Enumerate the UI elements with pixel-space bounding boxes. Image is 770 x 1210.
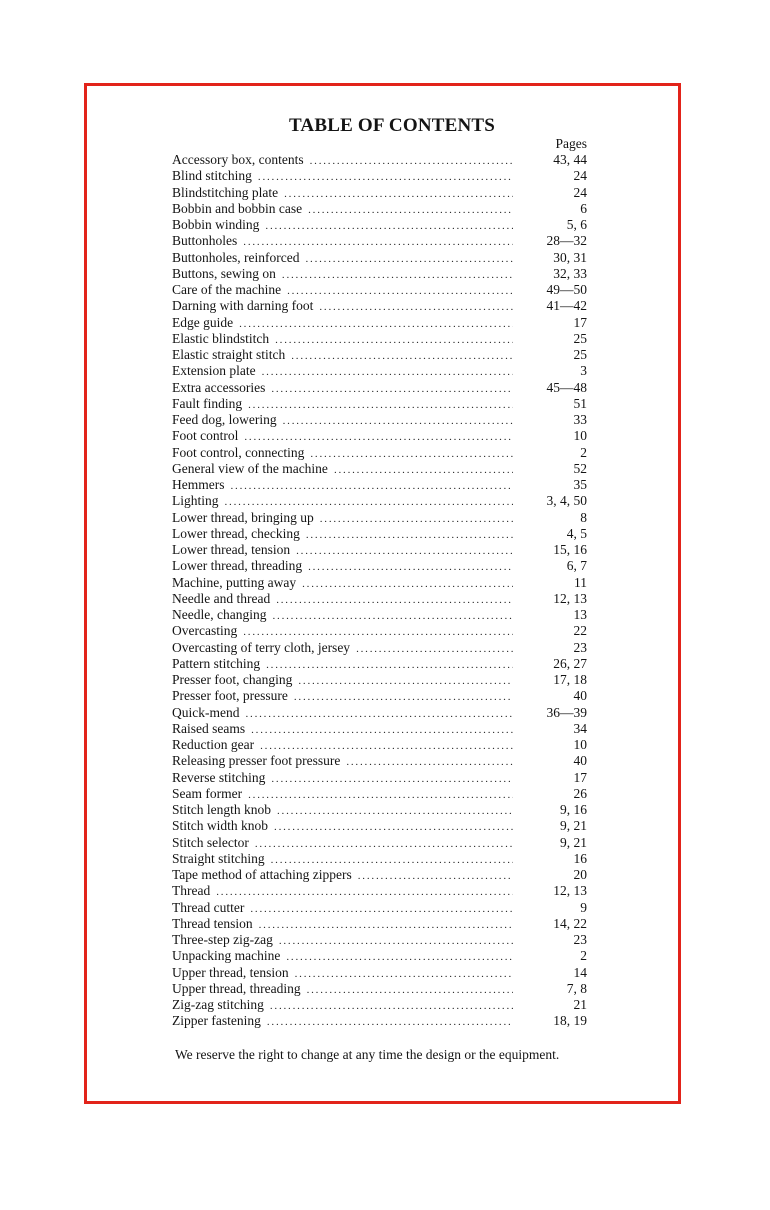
toc-entry-label: Feed dog, lowering [172,412,277,427]
dot-leader [334,462,513,478]
toc-entry-label: Extension plate [172,363,256,379]
toc-entry [172,526,587,542]
dot-leader [294,689,513,705]
dot-leader [259,917,513,933]
toc-entry-label: Lighting [172,493,219,509]
toc-entry-label: Lower thread, tension [172,542,291,557]
dot-leader [230,478,513,494]
dot-leader [291,348,513,364]
toc-entry [172,347,587,363]
dot-leader [271,381,513,397]
toc-entry-label: Machine, putting away [172,574,297,590]
toc-entry-label: Reverse stitching [172,769,266,785]
dot-leader [272,608,513,624]
toc-entry-pages: 9, 21 [560,834,587,850]
toc-entry-label: Extra accessories [172,379,266,395]
toc-entry-pages: 6, 7 [566,558,587,574]
toc-entry [172,705,587,721]
toc-entry [172,965,587,981]
toc-entry [172,672,587,688]
toc-list [172,152,587,1030]
toc-entry [172,445,587,461]
toc-entry-pages: 51 [573,395,587,411]
toc-entry-label: Blindstitching plate [172,184,279,200]
toc-entry-pages: 52 [573,460,587,476]
toc-entry-pages: 26 [573,785,587,801]
toc-entry [172,558,587,574]
toc-entry-label: Needle, changing [172,607,267,622]
toc-entry [172,623,587,639]
toc-entry-pages: 43, 44 [553,152,587,167]
toc-entry-label: Elastic blindstitch [172,330,270,346]
dot-leader [275,332,513,348]
dot-leader [287,283,513,299]
toc-entry [172,461,587,477]
toc-entry [172,282,587,298]
toc-entry-label: Care of the machine [172,282,282,297]
dot-leader [271,852,513,868]
dot-leader [225,494,514,510]
toc-entry-label: Lower thread, threading [172,558,303,574]
toc-entry-label: Lower thread, checking [172,525,300,541]
toc-entry-label: Three-step zig-zag [172,932,273,947]
dot-leader [239,316,513,332]
toc-entry-pages: 4, 5 [566,525,587,541]
toc-entry-label: Needle and thread [172,590,271,606]
dot-leader [310,153,513,169]
toc-entry-label: Straight stitching [172,850,265,866]
toc-entry [172,542,587,558]
toc-entry [172,185,587,201]
dot-leader [308,559,513,575]
dot-leader [216,884,513,900]
toc-entry [172,233,587,249]
toc-entry-label: Overcasting of terry cloth, jersey [172,639,351,655]
toc-entry [172,932,587,948]
toc-entry [172,412,587,428]
toc-entry [172,266,587,282]
toc-entry-pages: 33 [573,412,587,427]
toc-entry-pages: 9 [580,899,587,915]
toc-entry [172,640,587,656]
toc-entry-label: Pattern stitching [172,655,261,671]
toc-entry [172,948,587,964]
dot-leader [320,511,513,527]
toc-entry-label: Stitch width knob [172,818,269,834]
toc-entry-pages: 20 [573,867,587,882]
toc-entry [172,315,587,331]
toc-entry-label: General view of the machine [172,460,328,476]
dot-leader [258,169,513,185]
toc-entry-label: Unpacking machine [172,948,281,964]
dot-leader [251,722,513,738]
toc-entry-pages: 8 [580,509,587,525]
toc-entry-pages: 23 [573,639,587,655]
toc-entry-pages: 45—48 [546,379,587,395]
dot-leader [262,364,513,380]
toc-entry [172,428,587,444]
toc-entry-label: Quick-mend [172,704,240,720]
dot-leader [260,738,513,754]
dot-leader [284,186,513,202]
dot-leader [266,657,513,673]
toc-entry-label: Stitch length knob [172,802,271,817]
toc-entry [172,656,587,672]
dot-leader [305,251,513,267]
toc-entry-pages: 3, 4, 50 [546,493,587,509]
toc-entry [172,510,587,526]
dot-leader [274,819,513,835]
toc-entry-pages: 36—39 [546,704,587,720]
toc-entry-pages: 2 [580,444,587,460]
toc-entry [172,851,587,867]
toc-entry-pages: 12, 13 [553,590,587,606]
toc-entry-label: Reduction gear [172,737,255,752]
toc-entry [172,298,587,314]
toc-entry-pages: 7, 8 [566,980,587,996]
toc-entry-pages: 17 [573,314,587,330]
dot-leader [283,413,513,429]
toc-entry-label: Foot control [172,428,239,444]
toc-entry-pages: 14, 22 [553,915,587,931]
toc-entry-label: Overcasting [172,623,238,639]
toc-entry-label: Zipper fastening [172,1013,261,1029]
toc-entry-pages: 16 [573,850,587,866]
toc-entry-label: Fault finding [172,395,243,411]
dot-leader [276,592,513,608]
toc-entry-pages: 24 [573,184,587,200]
toc-entry [172,217,587,233]
toc-entry [172,331,587,347]
dot-leader [277,803,513,819]
toc-entry-label: Raised seams [172,720,246,736]
dot-leader [243,234,513,250]
toc-entry-label: Thread cutter [172,899,245,915]
dot-leader [248,397,513,413]
toc-entry [172,786,587,802]
dot-leader [265,218,513,234]
dot-leader [248,787,513,803]
toc-entry-label: Buttonholes, reinforced [172,249,300,265]
toc-entry-pages: 15, 16 [553,542,587,557]
toc-entry-pages: 17, 18 [553,672,587,687]
toc-entry [172,753,587,769]
toc-entry [172,997,587,1013]
toc-entry-pages: 2 [580,948,587,964]
dot-leader [298,673,513,689]
toc-entry-pages: 25 [573,330,587,346]
toc-entry-label: Zig-zag stitching [172,997,264,1012]
toc-entry [172,916,587,932]
toc-entry-label: Elastic straight stitch [172,347,286,362]
toc-entry [172,396,587,412]
dot-leader [295,966,513,982]
dot-leader [319,299,513,315]
dot-leader [271,771,513,787]
toc-entry [172,900,587,916]
dot-leader [306,527,513,543]
toc-entry [172,802,587,818]
toc-entry [172,168,587,184]
toc-entry [172,380,587,396]
toc-entry-pages: 10 [573,737,587,752]
toc-entry [172,688,587,704]
toc-entry [172,152,587,168]
toc-entry [172,883,587,899]
toc-entry-pages: 14 [573,964,587,980]
toc-entry [172,981,587,997]
dot-leader [267,1014,513,1030]
toc-entry-label: Bobbin and bobbin case [172,200,303,216]
toc-entry-label: Thread tension [172,915,253,931]
pages-column-header: Pages [555,136,587,151]
toc-entry-label: Foot control, connecting [172,444,305,460]
toc-entry-label: Presser foot, changing [172,672,293,687]
toc-entry-label: Darning with darning foot [172,298,314,314]
dot-leader [250,901,513,917]
toc-entry-pages: 18, 19 [553,1013,587,1029]
toc-entry-pages: 3 [580,363,587,379]
dot-leader [282,267,513,283]
dot-leader [346,754,513,770]
toc-entry-pages: 9, 16 [560,802,587,817]
toc-entry-pages: 40 [573,688,587,704]
toc-entry-pages: 12, 13 [553,883,587,899]
toc-entry-label: Accessory box, contents [172,152,304,167]
toc-entry-pages: 30, 31 [553,249,587,265]
toc-entry [172,818,587,834]
toc-entry-label: Upper thread, threading [172,980,301,996]
toc-entry [172,575,587,591]
toc-entry-label: Presser foot, pressure [172,688,288,704]
toc-entry-pages: 22 [573,623,587,639]
toc-entry-label: Thread [172,883,211,899]
toc-entry-label: Releasing presser foot pressure [172,753,341,769]
toc-entry [172,835,587,851]
toc-entry [172,363,587,379]
toc-entry [172,770,587,786]
dot-leader [244,429,513,445]
dot-leader [296,543,513,559]
toc-entry-pages: 40 [573,753,587,769]
dot-leader [279,933,513,949]
toc-entry-label: Hemmers [172,477,225,492]
dot-leader [243,624,513,640]
toc-entry-pages: 32, 33 [553,265,587,281]
toc-entry-pages: 35 [573,477,587,492]
dot-leader [307,982,513,998]
toc-entry [172,1013,587,1029]
toc-entry [172,477,587,493]
toc-entry-pages: 13 [573,607,587,622]
toc-entry-pages: 17 [573,769,587,785]
toc-entry-label: Blind stitching [172,168,252,184]
toc-entry-pages: 26, 27 [553,655,587,671]
dot-leader [245,706,513,722]
toc-entry-pages: 21 [573,997,587,1012]
toc-entry [172,250,587,266]
toc-entry [172,607,587,623]
toc-entry-pages: 49—50 [546,282,587,297]
dot-leader [358,868,513,884]
toc-entry-pages: 25 [573,347,587,362]
toc-entry-pages: 23 [573,932,587,947]
toc-entry-pages: 10 [573,428,587,444]
toc-entry-label: Upper thread, tension [172,964,289,980]
toc-entry-pages: 5, 6 [566,217,587,232]
dot-leader [302,576,513,592]
page-title: TABLE OF CONTENTS [288,115,496,136]
toc-entry-pages: 9, 21 [560,818,587,834]
dot-leader [308,202,513,218]
toc-entry [172,591,587,607]
toc-entry-pages: 41—42 [546,298,587,314]
dot-leader [270,998,513,1014]
toc-entry-label: Bobbin winding [172,217,260,232]
toc-entry-pages: 24 [573,168,587,184]
toc-entry-pages: 28—32 [546,233,587,249]
toc-entry-label: Stitch selector [172,834,249,850]
toc-entry-pages: 11 [574,574,587,590]
toc-entry [172,737,587,753]
toc-entry-pages: 6 [580,200,587,216]
toc-entry [172,867,587,883]
toc-entry-label: Edge guide [172,314,234,330]
footer-note: We reserve the right to change at any time the design or the equipment. [175,1047,560,1062]
dot-leader [286,949,513,965]
toc-entry-label: Lower thread, bringing up [172,509,314,525]
toc-entry-label: Buttons, sewing on [172,265,276,281]
dot-leader [356,641,513,657]
toc-entry [172,721,587,737]
toc-entry [172,493,587,509]
toc-entry [172,201,587,217]
dot-leader [310,446,513,462]
dot-leader [255,836,513,852]
toc-entry-label: Seam former [172,785,243,801]
toc-entry-label: Buttonholes [172,233,238,249]
toc-entry-label: Tape method of attaching zippers [172,867,352,882]
toc-entry-pages: 34 [573,720,587,736]
